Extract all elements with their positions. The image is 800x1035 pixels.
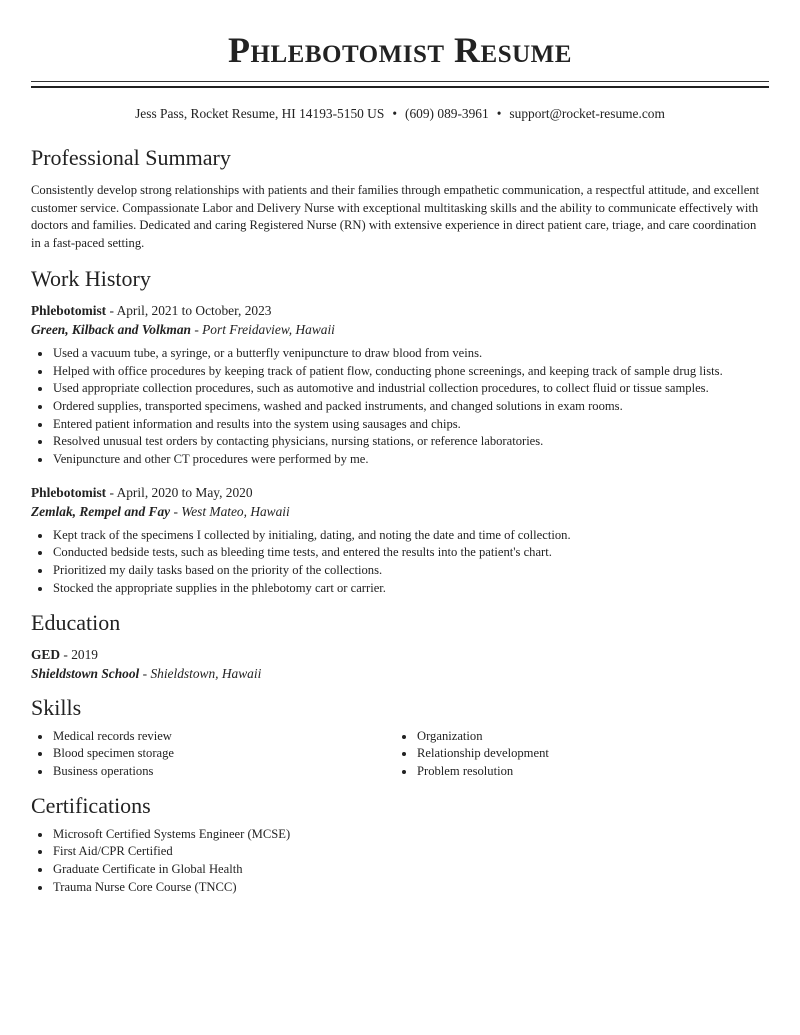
job-company-line: [31, 320, 769, 339]
skills-column-left: [31, 728, 395, 781]
section-heading-certifications: Certifications: [31, 792, 151, 818]
list-item: Helped with office procedures by keeping track of patient flow, conducting phone screenings, and keeping track of sample drug lists.: [31, 363, 769, 381]
resume-title: Phlebotomist Resume: [228, 30, 572, 70]
list-item: Entered patient information and results into the system using sausages and chips.: [31, 416, 769, 434]
degree-line: [31, 645, 769, 664]
school-line: [31, 664, 769, 683]
job-location: Port Freidaview, Hawaii: [202, 321, 335, 337]
skills-list: [395, 728, 759, 781]
list-item: Used a vacuum tube, a syringe, or a butterfly venipuncture to draw blood from veins.: [31, 345, 769, 363]
certification-item: Trauma Nurse Core Course (TNCC): [31, 879, 769, 897]
skill-item: Relationship development: [395, 745, 759, 763]
skills-list: [31, 728, 395, 781]
summary-text: Consistently develop strong relationships with patients and their families through empathetic communication, a respectful attitude, and excellent customer service. Compassionate Labor and Delivery Nurse with exceptional multitasking skills and the ability to communicate effectively with doctors and families. Dedicated and caring Registered Nurse (RN) with extensive experience in direct patient care, triage, and care coordination in a fast-paced setting.: [31, 183, 760, 251]
dash: -: [106, 484, 117, 500]
header-divider: [31, 81, 769, 88]
dash: -: [60, 646, 72, 662]
dash: -: [170, 503, 182, 519]
graduation-year: 2019: [71, 646, 98, 662]
skill-item: Business operations: [31, 763, 395, 781]
job-location: West Mateo, Hawaii: [181, 503, 290, 519]
list-item: Used appropriate collection procedures, such as automotive and industrial collection procedures, to collect fluid or tissue samples.: [31, 380, 769, 398]
job-dates: April, 2020 to May, 2020: [116, 484, 253, 500]
dash: -: [139, 665, 151, 681]
certification-item: First Aid/CPR Certified: [31, 843, 769, 861]
job-dates: April, 2021 to October, 2023: [116, 302, 272, 318]
job-entry: [31, 301, 769, 469]
skills-column-right: [395, 728, 759, 781]
certification-item: Microsoft Certified Systems Engineer (MCSE): [31, 826, 769, 844]
degree: GED: [31, 646, 61, 662]
contact-phone: (609) 089-3961: [405, 106, 489, 121]
job-title-line: [31, 483, 769, 502]
job-title: Phlebotomist: [31, 302, 107, 318]
job-company-line: [31, 502, 769, 521]
section-heading-education: Education: [31, 609, 121, 635]
job-bullets: [31, 345, 769, 469]
contact-address: Jess Pass, Rocket Resume, HI 14193-5150 US: [135, 106, 385, 121]
section-heading-summary: Professional Summary: [31, 145, 231, 170]
list-item: Ordered supplies, transported specimens, washed and packed instruments, and changed solutions in exam rooms.: [31, 398, 769, 416]
job-company: Zemlak, Rempel and Fay: [31, 503, 171, 519]
skills-grid: [31, 728, 769, 781]
contact-email[interactable]: support@rocket-resume.com: [509, 106, 665, 121]
list-item: Kept track of the specimens I collected by initialing, dating, and noting the date and time of collection.: [31, 527, 769, 545]
certifications-list: [31, 826, 769, 897]
school-name: Shieldstown School: [31, 665, 140, 681]
contact-line: [31, 105, 769, 123]
skill-item: Organization: [395, 728, 759, 746]
job-entry: [31, 483, 769, 598]
list-item: Conducted bedside tests, such as bleeding time tests, and entered the results into the patient's chart.: [31, 544, 769, 562]
bullet-separator: •: [496, 106, 502, 121]
job-bullets: [31, 527, 769, 598]
education-entry: [31, 645, 769, 683]
list-item: Venipuncture and other CT procedures were performed by me.: [31, 451, 769, 469]
section-heading-skills: Skills: [31, 694, 82, 720]
certification-item: Graduate Certificate in Global Health: [31, 861, 769, 879]
job-title: Phlebotomist: [31, 484, 107, 500]
job-title-line: [31, 301, 769, 320]
job-company: Green, Kilback and Volkman: [31, 321, 191, 337]
list-item: Resolved unusual test orders by contacting physicians, nursing stations, or reference laboratories.: [31, 433, 769, 451]
dash: -: [106, 302, 117, 318]
list-item: Stocked the appropriate supplies in the phlebotomy cart or carrier.: [31, 580, 769, 598]
section-heading-work-history: Work History: [31, 265, 151, 291]
skill-item: Medical records review: [31, 728, 395, 746]
school-location: Shieldstown, Hawaii: [150, 665, 262, 681]
dash: -: [190, 321, 203, 337]
bullet-separator: •: [392, 106, 398, 121]
list-item: Prioritized my daily tasks based on the priority of the collections.: [31, 562, 769, 580]
skill-item: Blood specimen storage: [31, 745, 395, 763]
skill-item: Problem resolution: [395, 763, 759, 781]
